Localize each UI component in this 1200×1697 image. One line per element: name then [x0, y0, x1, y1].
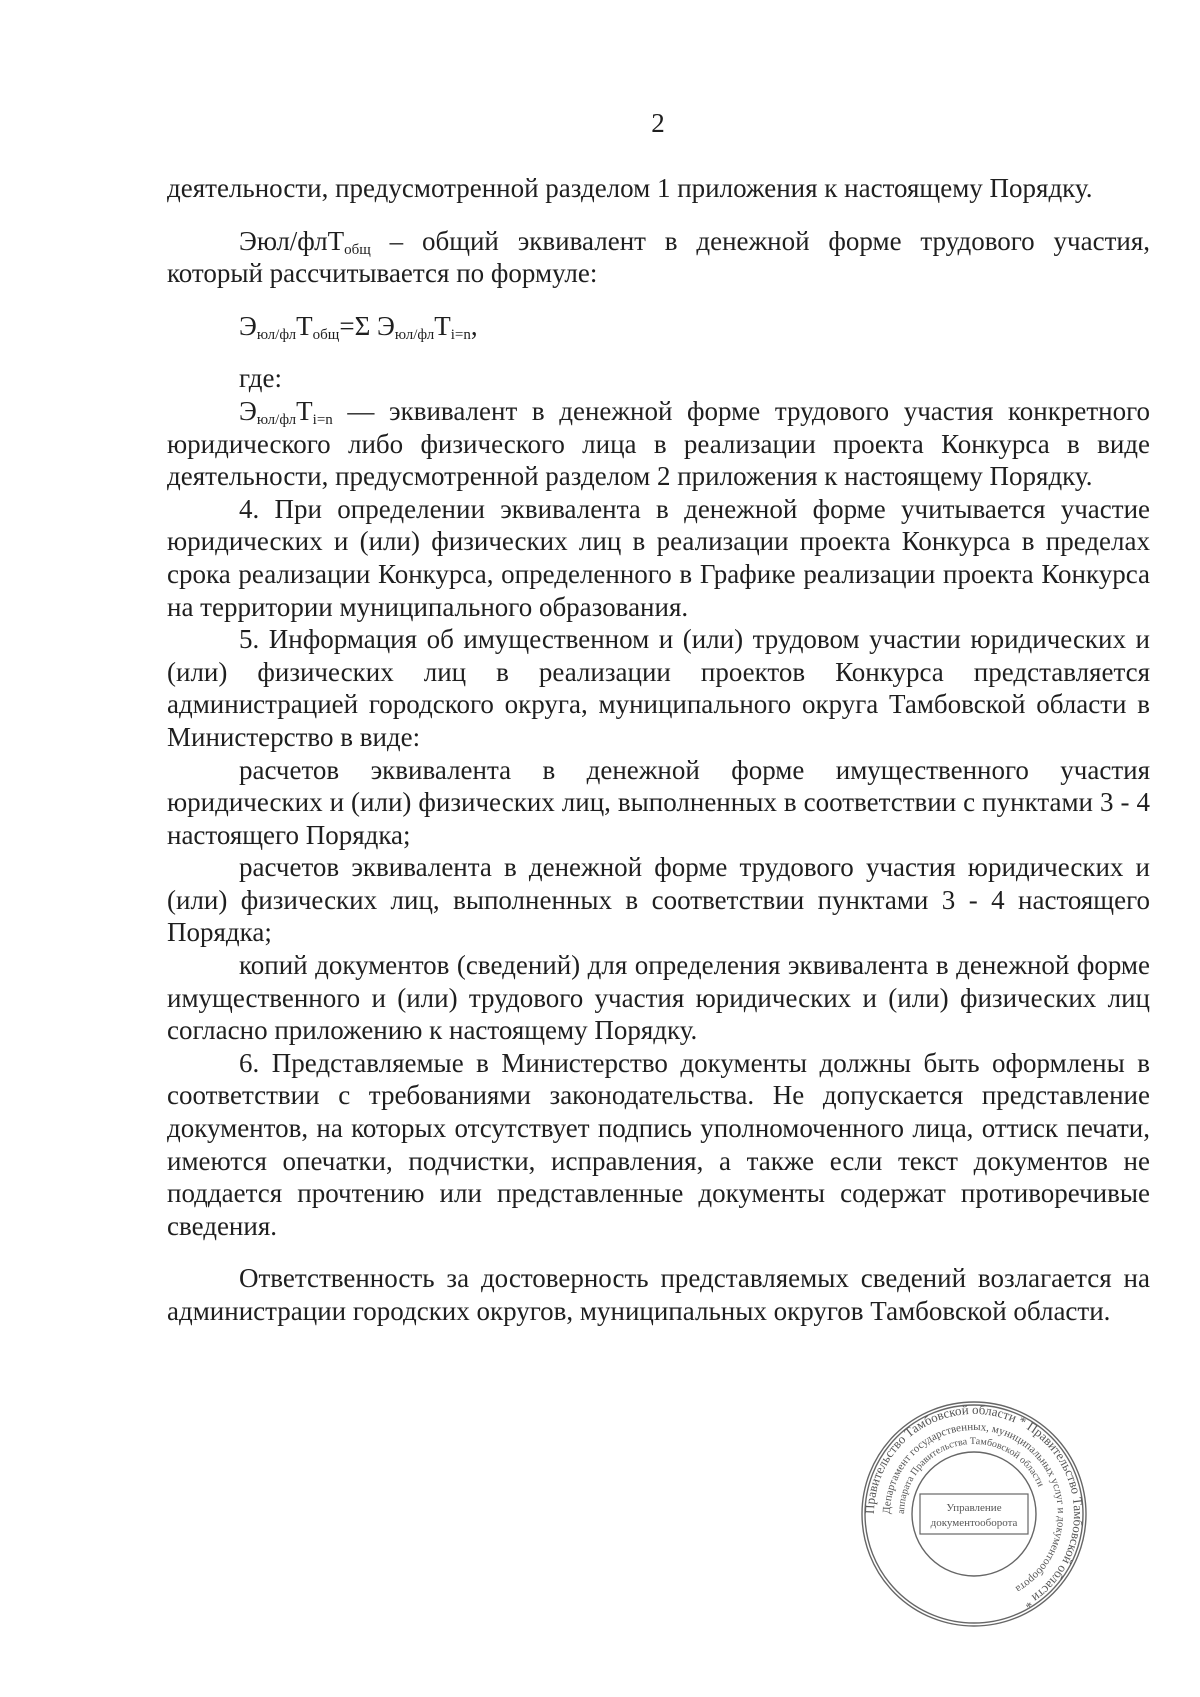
paragraph-list-copies: копий документов (сведений) для определения эквивалента в денежной форме имущественного и (или) трудового участия юридических и (или) физических лиц согласно приложению к настоящему Порядку. [167, 950, 1150, 1046]
seal-center-line1: Управление [946, 1502, 1002, 1514]
formula-line: $Э_{юл/фл}Т_{общ}=\Sigma$ $Э_{юл/фл}Т_{i=n}$, [239, 310, 478, 343]
seal-inner-text: аппарата Правительства Тамбовской области [895, 1435, 1047, 1515]
paragraph-item-5: 5. Информация об имущественном и (или) трудовом участии юридических и (или) физических лиц в реализации проектов Конкурса представляется администрацией городского округа, муниципального округа Тамбовской области в Министерство в виде: [167, 624, 1150, 752]
document-body [167, 172, 1150, 1328]
paragraph-item-4: 4. При определении эквивалента в денежной форме учитывается участие юридических и (или) физических лиц в реализации проекта Конкурса в пределах срока реализации Конкурса, определенного в Графике реализации проекта Конкурса на территории муниципального образования. [167, 493, 1150, 622]
paragraph-responsibility: Ответственность за достоверность представляемых сведений возлагается на администрации городских округов, муниципальных округов Тамбовской области. [167, 1263, 1150, 1326]
seal-middle-text: Департамент государственных, муниципальных услуг и документооборота [880, 1420, 1068, 1596]
paragraph-list-labor: расчетов эквивалента в денежной форме трудового участия юридических и (или) физических лиц, выполненных в соответствии пунктами 3 - 4 настоящего Порядка; [167, 852, 1150, 948]
official-seal [858, 1398, 1090, 1630]
paragraph-continuation: деятельности, предусмотренной разделом 1 приложения к настоящему Порядку. [167, 173, 1093, 203]
seal-center-line2: документооборота [930, 1517, 1018, 1529]
where-label: где: [239, 363, 282, 394]
page-number: 2 [651, 108, 665, 138]
paragraph-definition-individual: $Э_{юл/фл}Т_{i=n}$ — эквивалент в денежной форме трудового участия конкретного юридического либо физического лица в реализации проекта Конкурса в виде деятельности, предусмотренной разделом 2 приложения к настоящему Порядку. [167, 395, 1150, 492]
paragraph-item-6: 6. Представляемые в Министерство документы должны быть оформлены в соответствии с требованиями законодательства. Не допускается представление документов, на которых отсутствует подпись уполномоченного лица, оттиск печати, имеются опечатки, подчистки, исправления, а также если текст документов не поддается прочтению или представленные документы содержат противоречивые сведения. [167, 1047, 1150, 1241]
seal-outer-text: Правительство Тамбовской области * Правительство Тамбовской области * [861, 1401, 1087, 1612]
paragraph-definition-total: Эюл/флТ$_{общ}$ – общий эквивалент в денежной форме трудового участия, который рассчитывается по формуле: [167, 225, 1150, 289]
paragraph-list-property: расчетов эквивалента в денежной форме имущественного участия юридических и (или) физических лиц, выполненных в соответствии с пунктами 3 - 4 настоящего Порядка; [167, 754, 1150, 850]
